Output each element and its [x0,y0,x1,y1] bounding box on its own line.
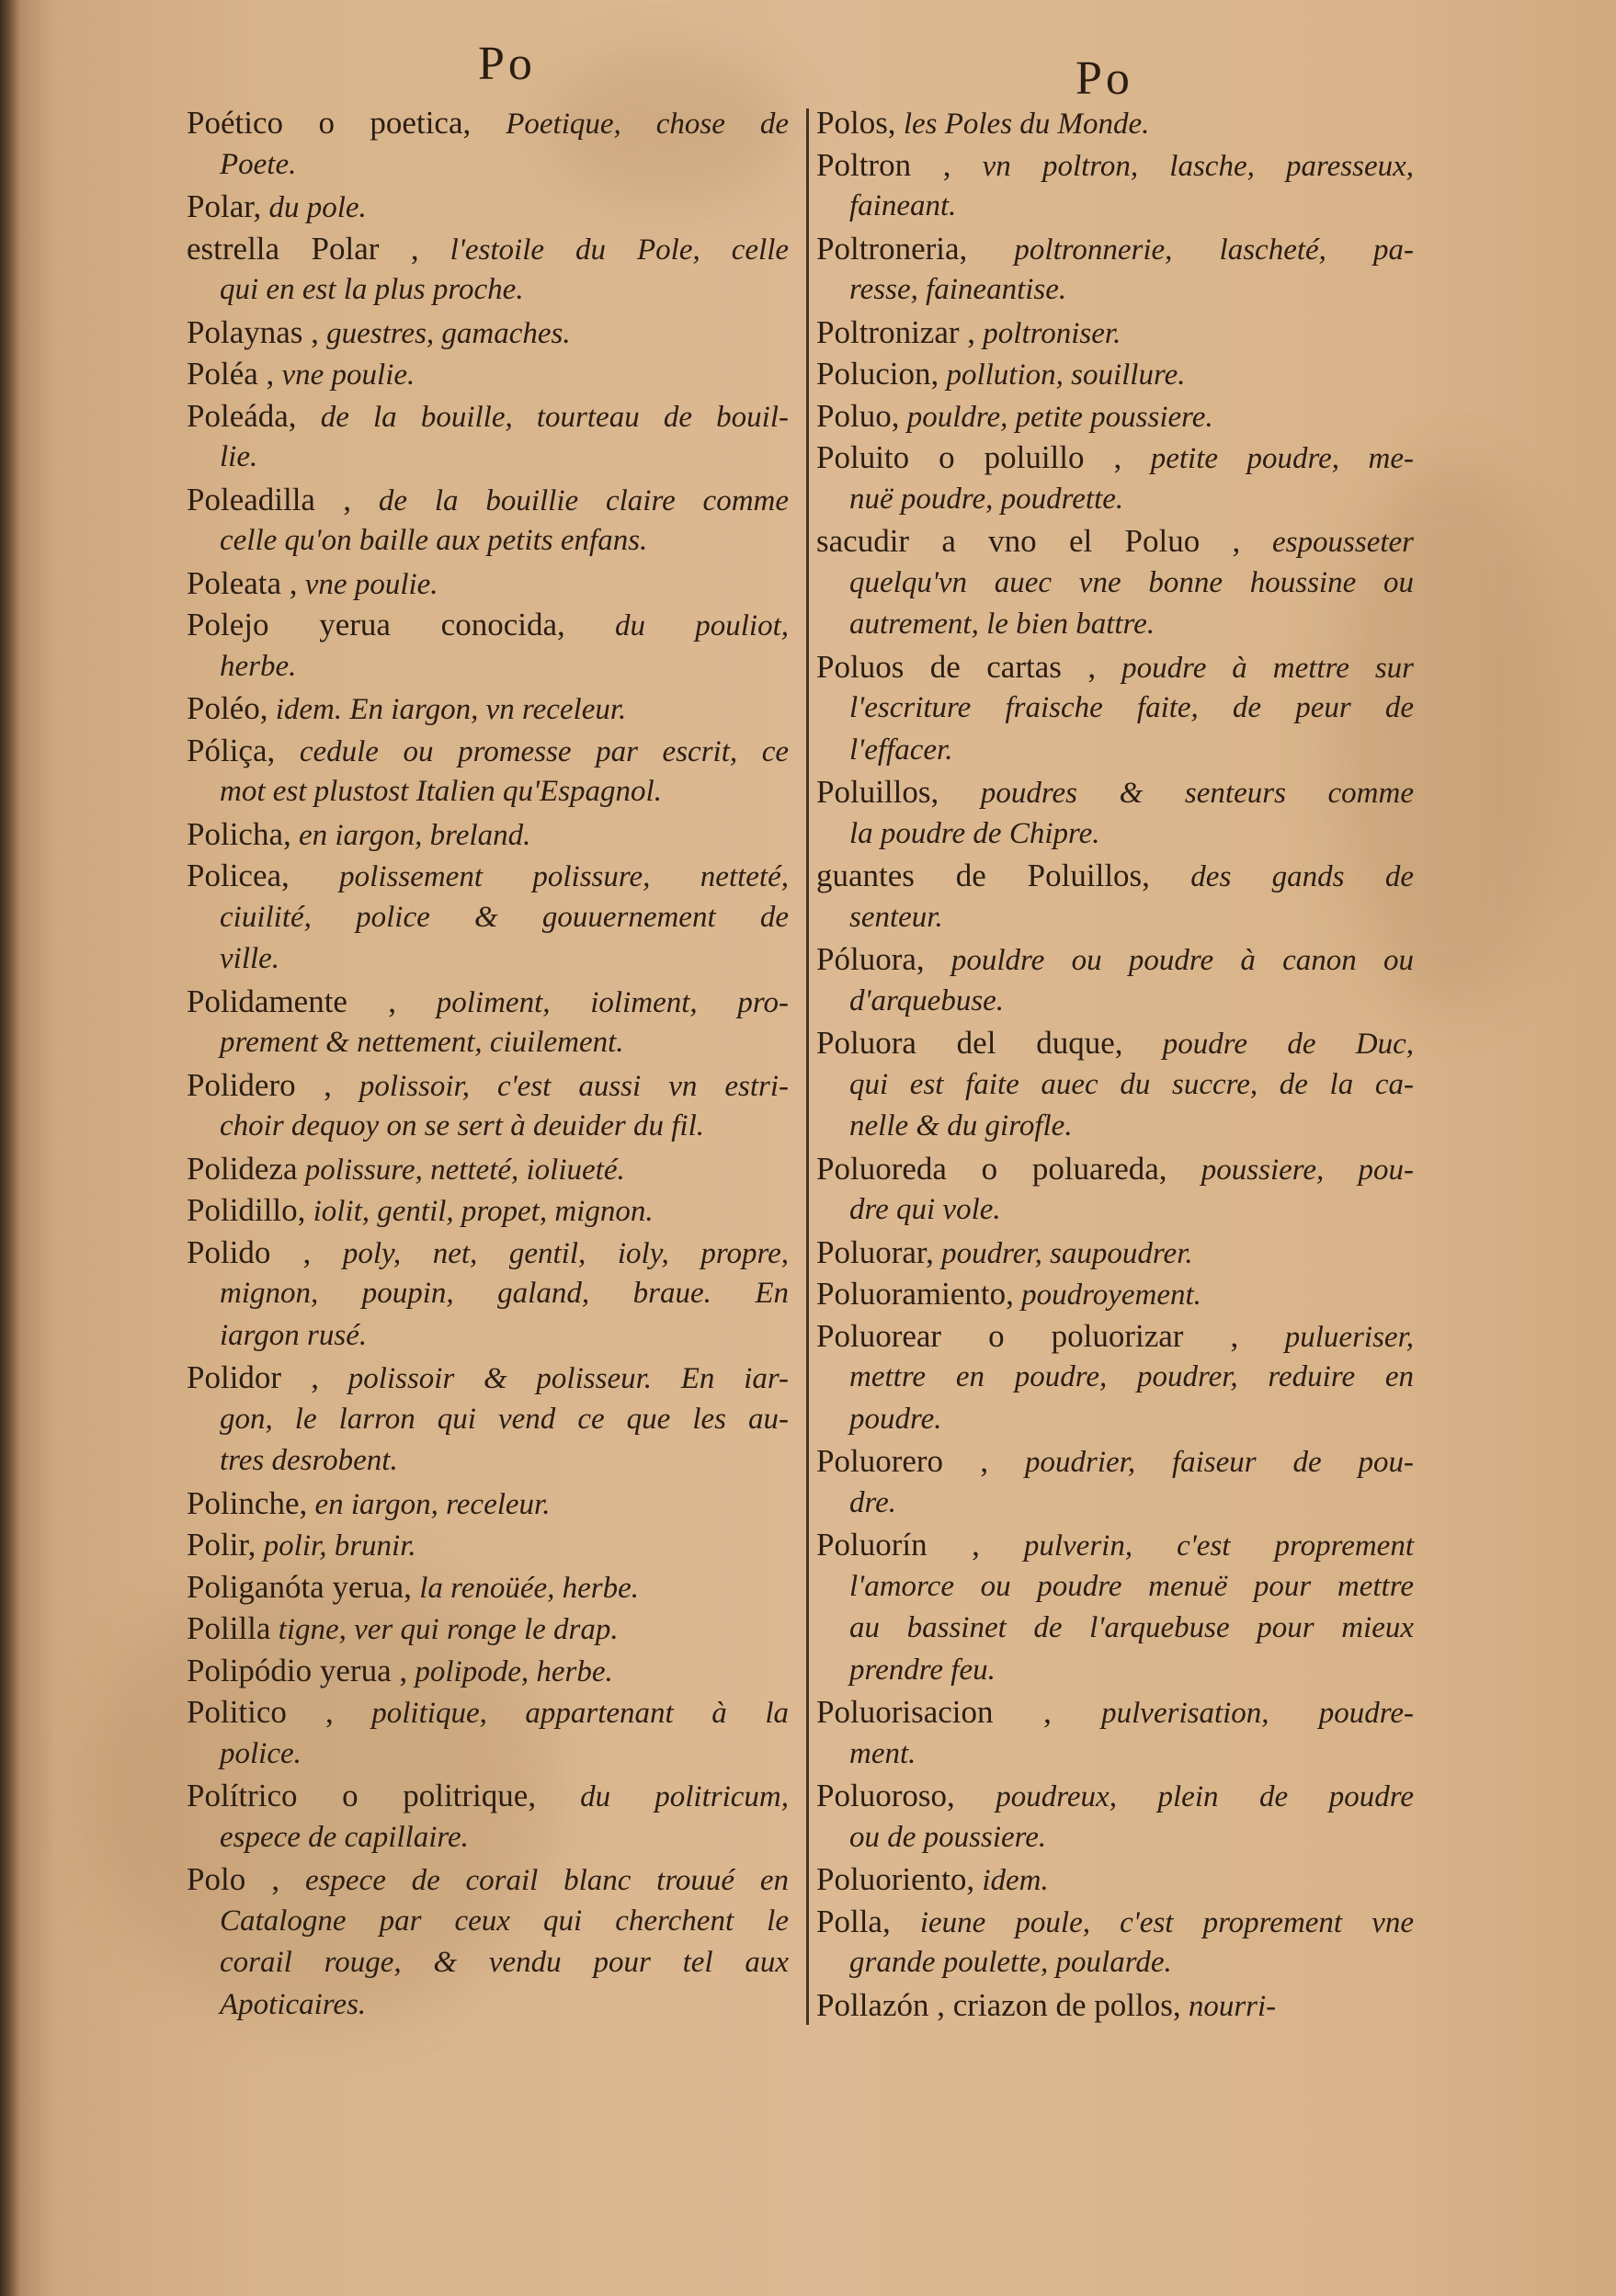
dictionary-entry [816,1232,1414,1274]
definition-text: d'arquebuse. [849,983,1005,1017]
headword: Polaynas , [187,313,319,350]
entry-line [816,1189,1414,1232]
definition-text: iargon rusé. [220,1318,368,1352]
definition-text: polissoir & polisseur. En iar- [347,1362,789,1395]
entry-line [187,144,789,187]
entry-line [816,1022,1414,1064]
entry-line [187,604,789,646]
headword: Póluora, [816,941,925,977]
entry-line [816,981,1414,1023]
headword: Poluora del duque, [816,1025,1123,1061]
definition-text: espece de corail blanc trouué en [304,1864,789,1897]
dictionary-entry [816,395,1414,438]
entry-line [187,437,789,479]
entry-line [187,1566,789,1608]
entry-line [187,1148,789,1190]
definition-text: nourri- [1188,1989,1277,2023]
entry-line [187,1691,789,1733]
running-head-left: Po [478,38,536,90]
entry-line [816,1483,1414,1525]
definition-text: poudrer, saupoudrer. [941,1236,1193,1270]
definition-text: espece de capillaire. [220,1820,469,1854]
definition-text: polipode, herbe. [415,1654,613,1688]
dictionary-entry [816,312,1414,354]
definition-text: politique, appartenant à la [371,1697,789,1730]
dictionary-entry [187,1691,789,1775]
entry-line [816,1148,1414,1190]
entry-line [816,938,1414,981]
definition-text: nelle & du girofle. [849,1109,1073,1142]
definition-text: poudrier, faiseur de pou- [1025,1446,1414,1479]
definition-text: quelqu'vn auec vne bonne houssine ou [849,565,1414,599]
entry-line [187,353,789,395]
dictionary-entry [187,1483,789,1525]
entry-line [816,353,1414,395]
dictionary-entry [816,1984,1414,2027]
headword: Poluos de cartas , [816,648,1097,685]
dictionary-entry [187,1775,789,1858]
headword: Poluoriento, [816,1861,975,1897]
entry-line [187,102,789,144]
entry-line [816,1440,1414,1483]
dictionary-entry [816,1901,1414,1984]
definition-text: herbe. [220,649,297,683]
definition-text: tigne, ver qui ronge le drap. [278,1613,619,1646]
entry-line [187,228,789,270]
definition-text: l'amorce ou poudre menuë pour mettre [849,1569,1414,1603]
headword: Polítrico o politrique, [187,1778,537,1813]
entry-line [816,897,1414,939]
definition-text: grande poulette, poularde. [849,1946,1172,1979]
dictionary-entry [187,353,789,395]
definition-text: autrement, le bien battre. [849,608,1155,641]
entry-line [816,771,1414,813]
running-head-right: Po [1075,52,1133,105]
entry-line [187,730,789,772]
entry-line [816,1315,1414,1358]
definition-text: poudroyement. [1021,1279,1201,1312]
definition-text: ment. [849,1736,916,1770]
dictionary-entry [816,228,1414,312]
definition-text: Catalogne par ceux qui cherchent le [220,1904,789,1938]
definition-text: pulverisation, poudre- [1101,1697,1414,1730]
entry-line [187,771,789,813]
entry-line [816,395,1414,438]
dictionary-entry [816,144,1414,228]
entry-line [816,1064,1414,1107]
entry-line [187,1984,789,2027]
entry-line [816,563,1414,605]
dictionary-entry [187,186,789,228]
definition-text: resse, faineantise. [849,273,1067,306]
headword: Poltronizar , [816,313,976,350]
entry-line [187,312,789,354]
entry-line [816,228,1414,270]
headword: Poleadilla , [187,481,352,517]
dictionary-entry [816,1691,1414,1775]
entry-line [816,144,1414,187]
headword: Poluito o poluillo , [816,439,1122,475]
definition-text: l'escriture fraische faite, de peur de [849,691,1414,724]
definition-text: des gands de [1190,860,1415,893]
definition-text: police. [220,1736,302,1770]
entry-line [816,1566,1414,1608]
entry-line [816,646,1414,688]
definition-text: poltronnerie, lascheté, pa- [1014,233,1415,267]
headword: Polidillo, [187,1192,306,1228]
left-column [187,102,789,2026]
definition-text: senteur. [849,900,943,934]
headword: Poluorisacion , [816,1694,1052,1730]
definition-text: poliment, ioliment, pro- [436,985,790,1019]
headword: Poluillos, [816,774,939,810]
entry-line [816,1608,1414,1650]
headword: Polidero , [187,1066,332,1103]
dictionary-entry [187,563,789,605]
definition-text: au bassinet de l'arquebuse pour mieux [849,1611,1414,1644]
entry-line [816,1984,1414,2027]
entry-line [187,1483,789,1525]
definition-text: la renoüée, herbe. [419,1571,640,1605]
definition-text: Apoticaires. [220,1987,367,2021]
entry-line [187,186,789,228]
entry-line [816,437,1414,479]
dictionary-entry [187,1858,789,2026]
headword: Poluorear o poluorizar , [816,1317,1239,1354]
definition-text: guestres, gamaches. [326,316,571,350]
dictionary-entry [187,1650,789,1692]
entry-line [187,1775,789,1817]
entry-line [816,186,1414,228]
entry-line [187,938,789,981]
dictionary-entry [816,520,1414,646]
entry-line [816,102,1414,144]
definition-text: qui en est la plus proche. [220,273,524,306]
headword: guantes de Poluillos, [816,858,1150,893]
entry-line [187,646,789,688]
entry-line [816,312,1414,354]
definition-text: polissoir, c'est aussi vn estri- [358,1069,789,1103]
definition-text: polissure, netteté, ioliueté. [304,1153,625,1187]
dictionary-entry [187,981,789,1064]
headword: estrella Polar , [187,230,419,267]
headword: Poleata , [187,564,298,601]
entry-line [816,1650,1414,1692]
dictionary-entry [187,1608,789,1650]
entry-line [187,1942,789,1984]
dictionary-entry [816,353,1414,395]
definition-text: mettre en poudre, poudrer, reduire en [849,1360,1414,1393]
definition-text: du pouliot, [615,609,789,642]
headword: Politico , [187,1694,334,1730]
definition-text: idem. En iargon, vn receleur. [275,693,627,726]
dictionary-entry [816,102,1414,144]
headword: Póliça, [187,732,276,768]
entry-line [187,1273,789,1315]
entry-line [816,1858,1414,1901]
definition-text: idem. [982,1864,1049,1897]
entry-line [187,1232,789,1274]
entry-line [187,1858,789,1901]
dictionary-entry [816,1440,1414,1524]
definition-text: pulverin, c'est proprement [1023,1529,1414,1563]
definition-text: iolit, gentil, propet, mignon. [313,1195,654,1228]
headword: Poléo, [187,690,268,726]
dictionary-entry [187,1148,789,1190]
entry-line [816,1273,1414,1315]
definition-text: qui est faite auec du succre, de la ca- [849,1067,1414,1101]
entry-line [816,730,1414,772]
definition-text: poudre à mettre sur [1121,651,1415,685]
entry-line [187,1524,789,1566]
dictionary-entry [816,1273,1414,1315]
definition-text: gon, le larron qui vend ce que les au- [220,1402,789,1436]
entry-line [816,604,1414,646]
dictionary-entry [187,813,789,856]
dictionary-entry [816,1858,1414,1901]
definition-text: Poetique, chose de [506,108,790,141]
entry-line [187,897,789,939]
headword: Poluoramiento, [816,1276,1014,1312]
entry-line [816,1691,1414,1733]
dictionary-entry [187,1232,789,1358]
definition-text: prement & nettement, ciuilement. [220,1026,624,1059]
headword: Pollazón , criazon de pollos, [816,1986,1181,2023]
definition-text: mot est plustost Italien qu'Espagnol. [220,775,662,808]
dictionary-entry [187,312,789,354]
entry-line [187,1399,789,1441]
dictionary-entry [187,1524,789,1566]
definition-text: vn poltron, lasche, paresseux, [982,149,1414,183]
headword: Polilla [187,1610,271,1646]
entry-line [816,1901,1414,1943]
dictionary-entry [187,688,789,730]
headword: Polidamente , [187,983,396,1019]
definition-text: en iargon, breland. [298,818,531,852]
headword: Poliganóta yerua, [187,1568,412,1605]
definition-text: en iargon, receleur. [314,1487,551,1521]
definition-text: pouldre, petite poussiere. [906,400,1213,434]
dictionary-entry [816,646,1414,772]
definition-text: l'estoile du Pole, celle [450,233,790,267]
definition-text: du politricum, [580,1780,790,1813]
entry-line [816,1942,1414,1984]
definition-text: mignon, poupin, galand, braue. En [220,1277,789,1310]
entry-line [187,813,789,856]
headword: Policha, [187,815,291,852]
definition-text: ieune poule, c'est proprement vne [919,1905,1415,1939]
definition-text: vne poulie. [304,567,438,601]
dictionary-entry [816,437,1414,520]
entry-line [187,1440,789,1483]
definition-text: tres desrobent. [220,1444,398,1477]
headword: Polejo yerua conocida, [187,607,565,642]
entry-line [816,1775,1414,1817]
definition-text: les Poles du Monde. [903,108,1150,141]
entry-line [187,1022,789,1064]
definition-text: polissement polissure, netteté, [339,860,789,893]
dictionary-entry [187,102,789,186]
definition-text: vne poulie. [281,358,415,392]
dictionary-entry [816,938,1414,1022]
dictionary-entry [187,1189,789,1232]
definition-text: du pole. [268,191,367,224]
definition-text: pouldre ou poudre à canon ou [950,944,1414,977]
headword: Poético o poetica, [187,105,472,141]
headword: Poluoreda o poluareda, [816,1150,1167,1187]
entry-line [816,479,1414,521]
definition-text: choir dequoy on se sert à deuider du fil. [220,1109,705,1142]
definition-text: dre. [849,1485,897,1519]
definition-text: corail rouge, & vendu pour tel aux [220,1946,789,1979]
entry-line [816,855,1414,897]
entry-line [187,1357,789,1399]
definition-text: poudreux, plein de poudre [996,1780,1415,1813]
dictionary-entry [187,1357,789,1483]
entry-line [816,1357,1414,1399]
headword: Polinche, [187,1484,308,1521]
headword: Poluorín , [816,1527,980,1563]
dictionary-entry [187,604,789,688]
definition-text: celle qu'on baille aux petits enfans. [220,524,648,557]
dictionary-entry [816,1775,1414,1858]
headword: Polla, [816,1903,891,1939]
entry-line [187,1650,789,1692]
entry-line [187,1106,789,1148]
entry-line [187,1189,789,1232]
entry-line [187,269,789,312]
headword: Poluorero , [816,1443,989,1479]
definition-text: pollution, souillure. [946,358,1186,392]
definition-text: ciuilité, police & gouuernement de [220,900,789,934]
dictionary-entry [187,1064,789,1148]
definition-text: cedule ou promesse par escrit, ce [299,734,789,768]
entry-line [816,520,1414,563]
entry-line [187,688,789,730]
definition-text: l'effacer. [849,733,953,767]
entry-line [187,1733,789,1776]
entry-line [816,1232,1414,1274]
headword: Policea, [187,858,290,893]
entry-line [816,688,1414,730]
definition-text: nuë poudre, poudrette. [849,482,1124,516]
headword: sacudir a vno el Poluo , [816,523,1241,559]
dictionary-entry [187,1566,789,1608]
headword: Poleáda, [187,397,297,434]
dictionary-entry [187,855,789,981]
headword: Poluo, [816,397,900,434]
headword: Poluorar, [816,1233,934,1270]
headword: Polideza [187,1150,298,1187]
headword: Polir, [187,1527,256,1563]
definition-text: poudre. [849,1402,942,1436]
headword: Polo , [187,1861,280,1897]
definition-text: Poete. [220,147,297,181]
headword: Poltron , [816,146,951,183]
dictionary-entry [187,395,789,479]
definition-text: espousseter [1272,526,1415,559]
entry-line [187,1315,789,1358]
headword: Polucion, [816,356,939,392]
definition-text: prendre feu. [849,1653,996,1687]
entry-line [816,1106,1414,1148]
headword: Polidor , [187,1359,320,1395]
definition-text: poudre de Duc, [1162,1028,1415,1061]
definition-text: de la bouille, tourteau de bouil- [320,400,789,434]
dictionary-entry [187,730,789,813]
column-rule [806,108,809,2025]
entry-line [187,1064,789,1107]
entry-line [187,479,789,521]
definition-text: poudres & senteurs comme [980,777,1414,810]
entry-line [187,855,789,897]
entry-line [816,269,1414,312]
dictionary-entry [816,1148,1414,1232]
entry-line [816,1524,1414,1566]
headword: Polido , [187,1233,312,1270]
right-column [816,102,1414,2026]
definition-text: ville. [220,942,280,975]
definition-text: ou de poussiere. [849,1820,1047,1854]
headword: Poluoroso, [816,1778,955,1813]
entry-line [187,981,789,1023]
entry-line [187,1608,789,1650]
headword: Poléa , [187,356,275,392]
dictionary-entry [816,1022,1414,1148]
definition-text: pulueriser, [1284,1320,1414,1354]
entry-line [187,1817,789,1859]
dictionary-entry [187,479,789,563]
headword: Polos, [816,105,896,141]
entry-line [816,1817,1414,1859]
entry-line [816,813,1414,856]
definition-text: dre qui vole. [849,1193,1001,1226]
definition-text: petite poudre, me- [1150,442,1414,475]
definition-text: de la bouillie claire comme [378,483,790,517]
definition-text: la poudre de Chipre. [849,816,1100,850]
dictionary-entry [816,771,1414,855]
entry-line [816,1399,1414,1441]
dictionary-entry [816,1524,1414,1691]
dictionary-entry [816,855,1414,938]
entry-line [816,1733,1414,1776]
dictionary-entry [816,1315,1414,1441]
definition-text: lie. [220,440,258,473]
headword: Poltroneria, [816,230,968,267]
entry-line [187,1901,789,1943]
headword: Polar, [187,188,262,224]
entry-line [187,395,789,438]
entry-line [187,520,789,563]
definition-text: poly, net, gentil, ioly, propre, [342,1236,789,1270]
definition-text: poltroniser. [983,316,1121,350]
definition-text: faineant. [849,189,957,222]
dictionary-entry [187,228,789,312]
definition-text: polir, brunir. [263,1529,416,1563]
headword: Polipódio yerua , [187,1652,408,1688]
entry-line [187,563,789,605]
definition-text: poussiere, pou- [1201,1153,1414,1187]
